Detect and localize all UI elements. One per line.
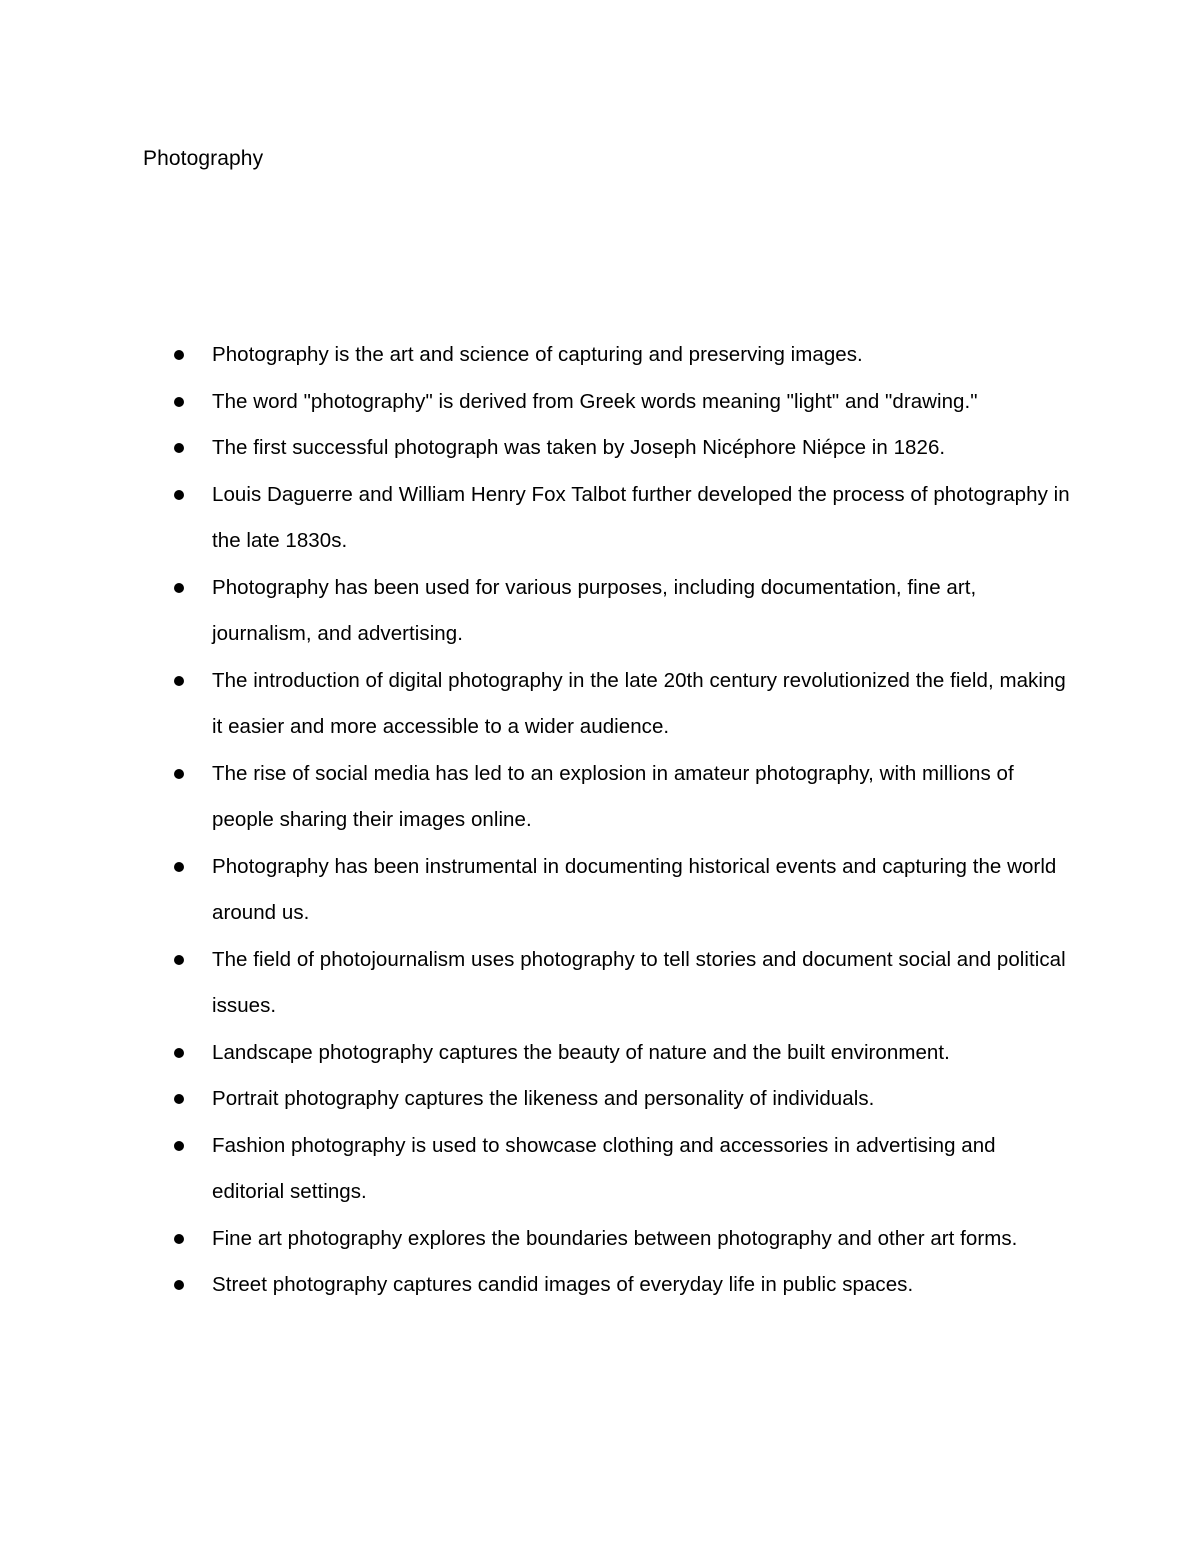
bullet-item (0, 379, 1072, 426)
bullet-dot-icon (174, 1094, 184, 1104)
document-title: Photography (143, 147, 264, 170)
bullet-text: Portrait photography captures the likeness and personality of individuals. (212, 1087, 875, 1110)
bullet-text: The word "photography" is derived from Greek words meaning "light" and "drawing." (212, 389, 978, 413)
bullet-dot-icon (174, 350, 184, 360)
bullet-text: The first successful photograph was taken by Joseph Nicéphore Niépce in 1826. (212, 436, 946, 459)
bullet-dot-icon (174, 1048, 184, 1058)
bullet-text: Fine art photography explores the boundaries between photography and other art forms. (212, 1226, 1018, 1250)
bullet-dot-icon (174, 1234, 184, 1244)
bullet-dot-icon (174, 397, 184, 407)
bullet-text: Street photography captures candid images of everyday life in public spaces. (212, 1273, 914, 1296)
bullet-text: Landscape photography captures the beauty of nature and the built environment. (212, 1040, 950, 1064)
bullet-item (0, 472, 1072, 565)
bullet-item (0, 1076, 1072, 1123)
bullet-dot-icon (174, 443, 184, 453)
bullet-text: The rise of social media has led to an explosion in amateur photography, with millions of people sharing their images online. (212, 761, 1014, 831)
bullet-item (0, 1030, 1072, 1077)
bullet-dot-icon (174, 955, 184, 965)
bullet-item (0, 425, 1072, 472)
bullet-dot-icon (174, 769, 184, 779)
bullet-text: Photography has been instrumental in documenting historical events and capturing the world around us. (212, 854, 1057, 924)
bullet-text: Photography has been used for various purposes, including documentation, fine art, journalism, and advertising. (212, 575, 977, 645)
bullet-item (0, 1123, 1072, 1216)
bullet-text: Louis Daguerre and William Henry Fox Talbot further developed the process of photography in the late 1830s. (212, 482, 1070, 552)
bullet-dot-icon (174, 1141, 184, 1151)
bullet-item (0, 1216, 1072, 1263)
bullet-item (0, 565, 1072, 658)
bullet-text: Fashion photography is used to showcase clothing and accessories in advertising and editorial settings. (212, 1133, 996, 1203)
bullet-item (0, 1262, 1072, 1309)
bullet-dot-icon (174, 583, 184, 593)
bullet-text: The field of photojournalism uses photography to tell stories and document social and political issues. (212, 947, 1066, 1017)
bullet-text: The introduction of digital photography in the late 20th century revolutionized the field, making it easier and more accessible to a wider audience. (212, 668, 1066, 738)
bullet-item (0, 937, 1072, 1030)
bullet-dot-icon (174, 1280, 184, 1290)
bullet-item (0, 658, 1072, 751)
bullet-dot-icon (174, 862, 184, 872)
bullet-list (0, 332, 1200, 1309)
bullet-item (0, 751, 1072, 844)
bullet-dot-icon (174, 676, 184, 686)
bullet-text: Photography is the art and science of capturing and preserving images. (212, 343, 863, 366)
bullet-item (0, 844, 1072, 937)
bullet-dot-icon (174, 490, 184, 500)
bullet-item (0, 332, 1072, 379)
